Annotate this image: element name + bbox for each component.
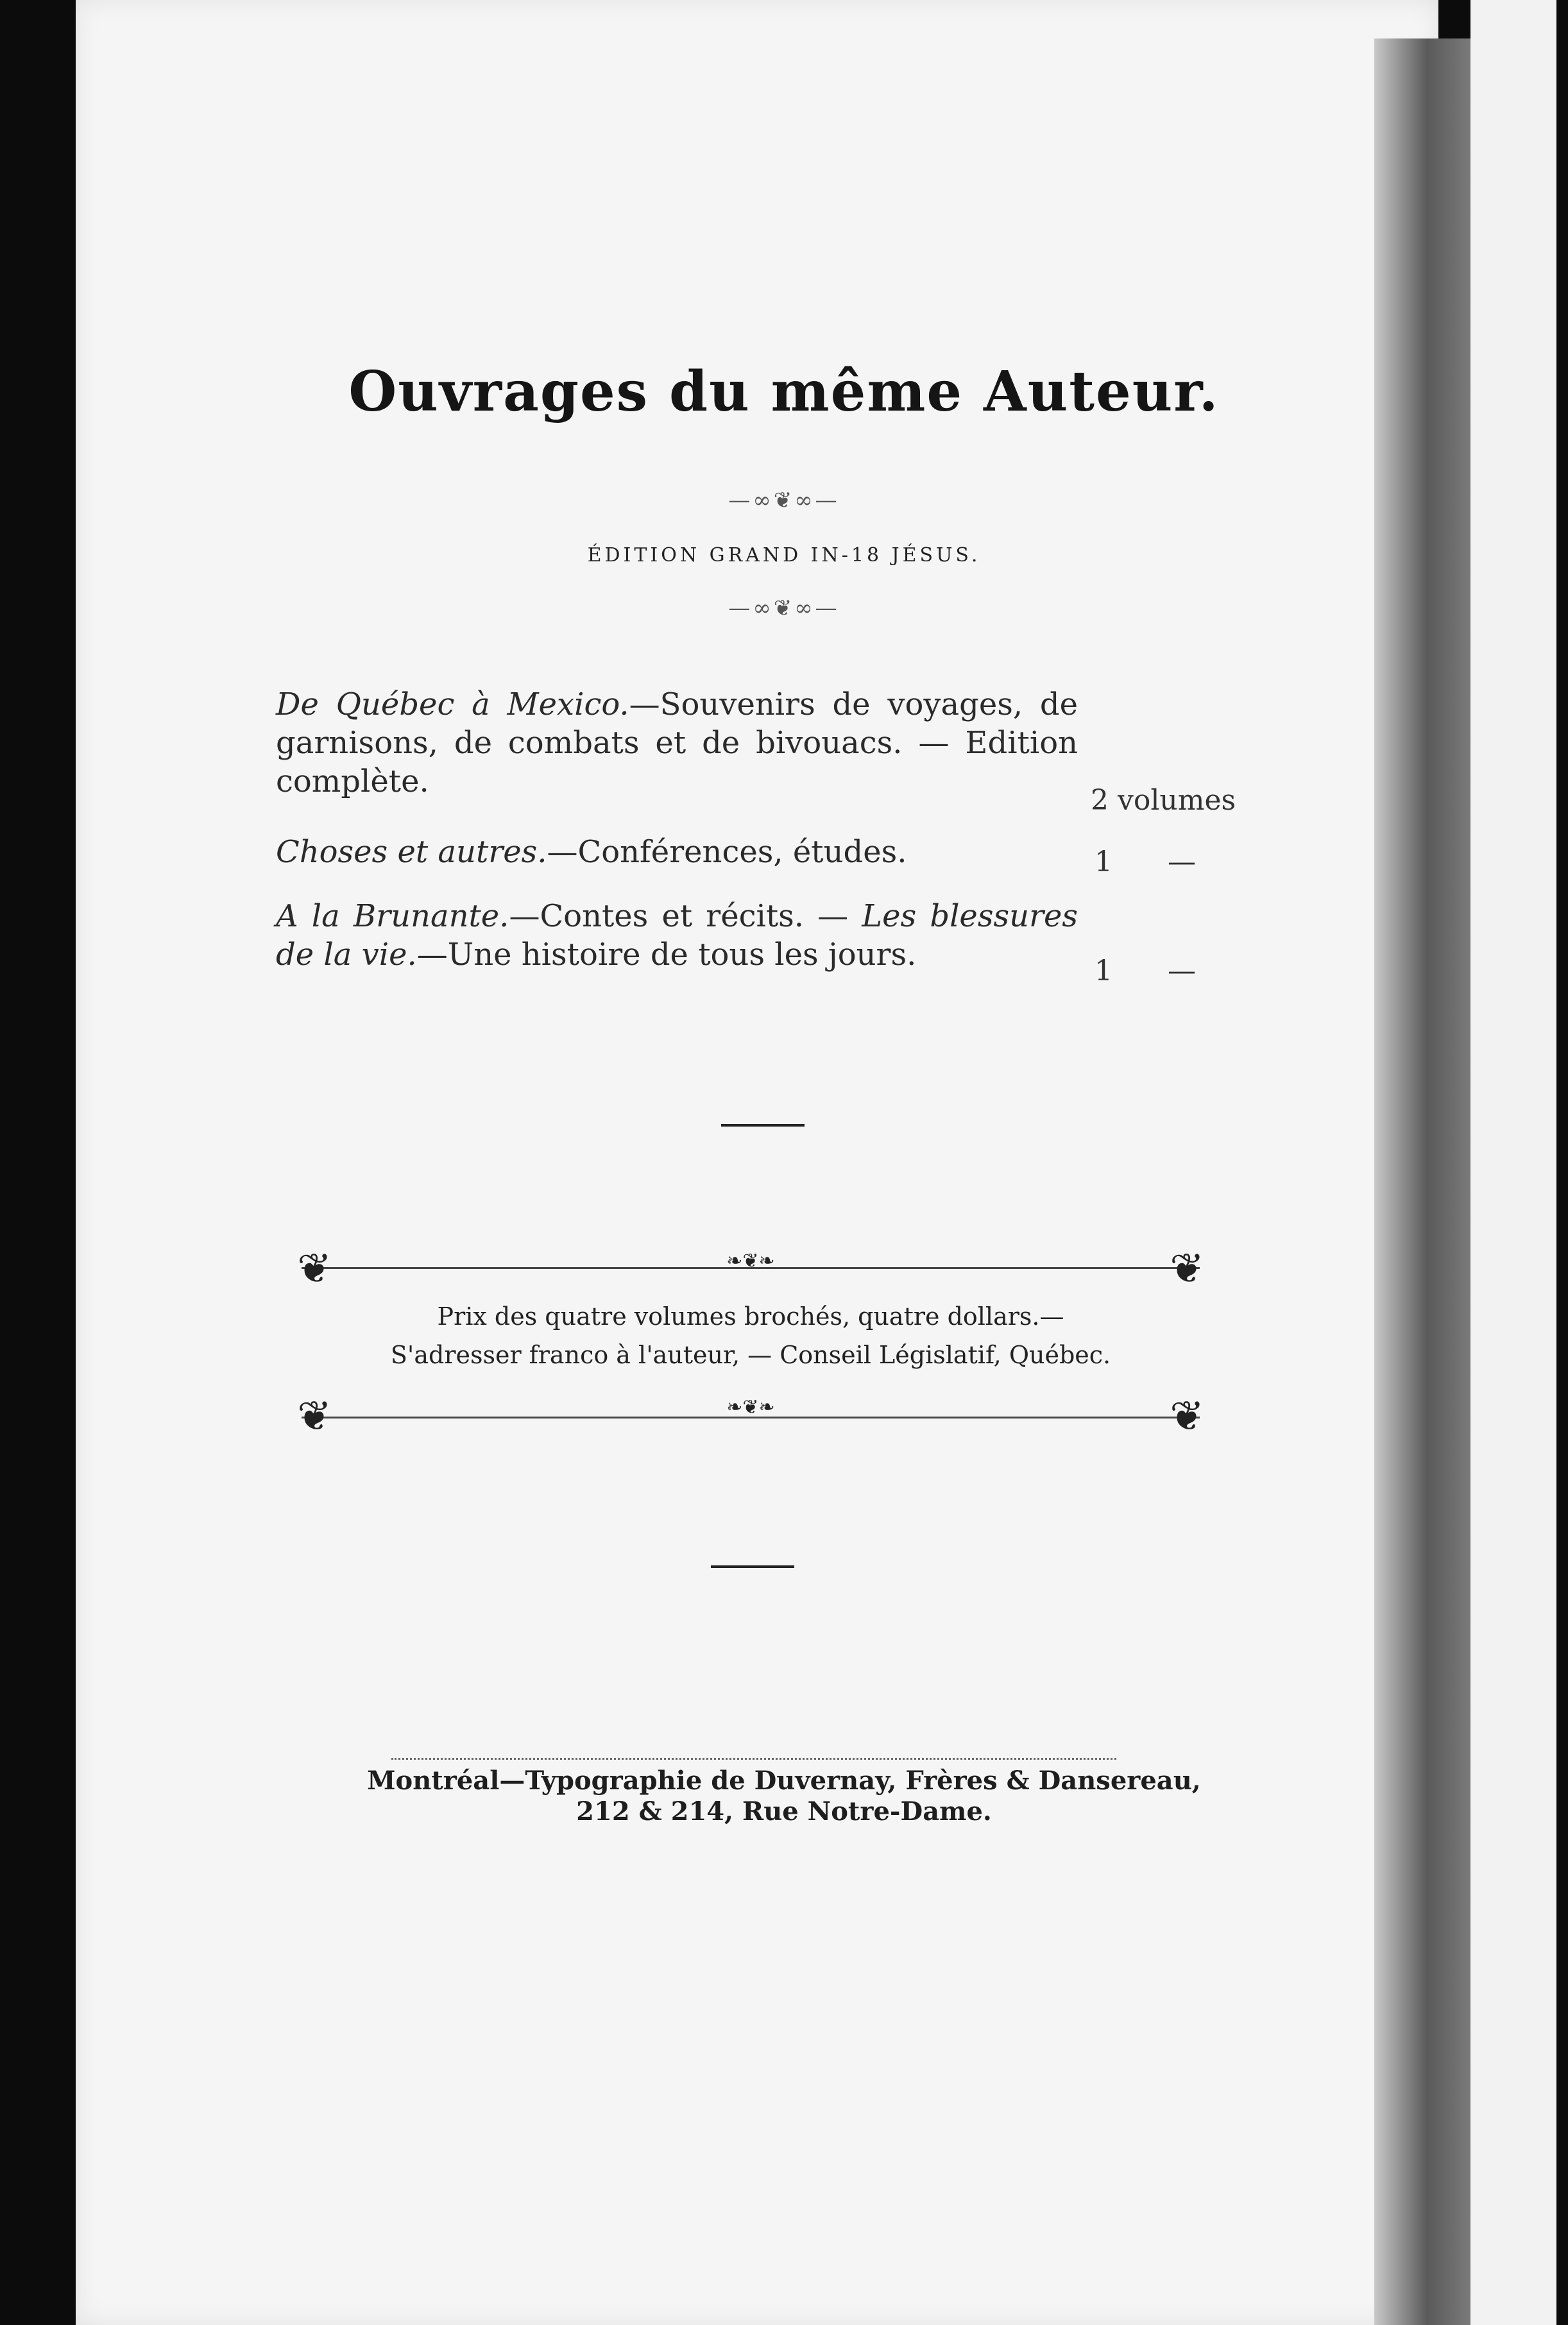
- work-description-cont: —Une histoire de tous les jours.: [416, 937, 917, 973]
- work-volumes: 2 volumes: [1091, 784, 1236, 817]
- corner-flourish-icon: ❦: [1170, 1393, 1204, 1440]
- section-divider: [711, 1565, 794, 1568]
- corner-flourish-icon: ❦: [297, 1245, 332, 1293]
- corner-flourish-icon: ❦: [297, 1393, 332, 1440]
- printer-rule: [391, 1758, 1116, 1760]
- title-ornament: —∞❦∞—: [728, 488, 840, 513]
- work-title: De Québec à Mexico.: [276, 686, 629, 722]
- price-line: Prix des quatre volumes brochés, quatre dollars.—: [437, 1302, 1064, 1331]
- scan-border: [1556, 0, 1568, 2325]
- printer-line-2: 212 & 214, Rue Notre-Dame.: [576, 1796, 992, 1827]
- work-description: —Souvenirs de voyages, de garnisons, de combats et de bivouacs. — Edition complète.: [276, 686, 1078, 799]
- work-entry-1: [276, 685, 1078, 801]
- box-top-ornament: ❧❦❧: [726, 1250, 775, 1272]
- work-entry-2: [276, 833, 1078, 871]
- ditto-dash: —: [1168, 955, 1196, 987]
- box-bottom-ornament: ❧❦❧: [726, 1396, 775, 1418]
- book-page: [76, 0, 1438, 2325]
- work-volumes: 1: [1095, 955, 1112, 987]
- work-subtitle: Les blessures de la vie.: [276, 898, 1078, 973]
- edition-label: ÉDITION GRAND IN-18 JÉSUS.: [587, 544, 981, 566]
- edition-ornament: —∞❦∞—: [728, 595, 840, 621]
- work-title: A la Brunante.: [276, 898, 509, 934]
- adjacent-page: [1470, 0, 1568, 2325]
- corner-flourish-icon: ❦: [1170, 1245, 1204, 1293]
- section-divider: [721, 1124, 805, 1127]
- printer-line-1: Montréal—Typographie de Duvernay, Frères & Dansereau,: [367, 1766, 1201, 1796]
- work-description: —Contes et récits. —: [509, 898, 862, 934]
- work-description: —Conférences, études.: [547, 834, 907, 870]
- work-title: Choses et autres.: [276, 834, 547, 870]
- price-notice-box: [297, 1245, 1204, 1440]
- ditto-dash: —: [1168, 846, 1196, 878]
- page-title: Ouvrages du même Auteur.: [348, 359, 1220, 424]
- work-volumes: 1: [1095, 846, 1112, 878]
- work-entry-3: [276, 897, 1078, 974]
- contact-line: S'adresser franco à l'auteur, — Conseil Législatif, Québec.: [390, 1341, 1111, 1369]
